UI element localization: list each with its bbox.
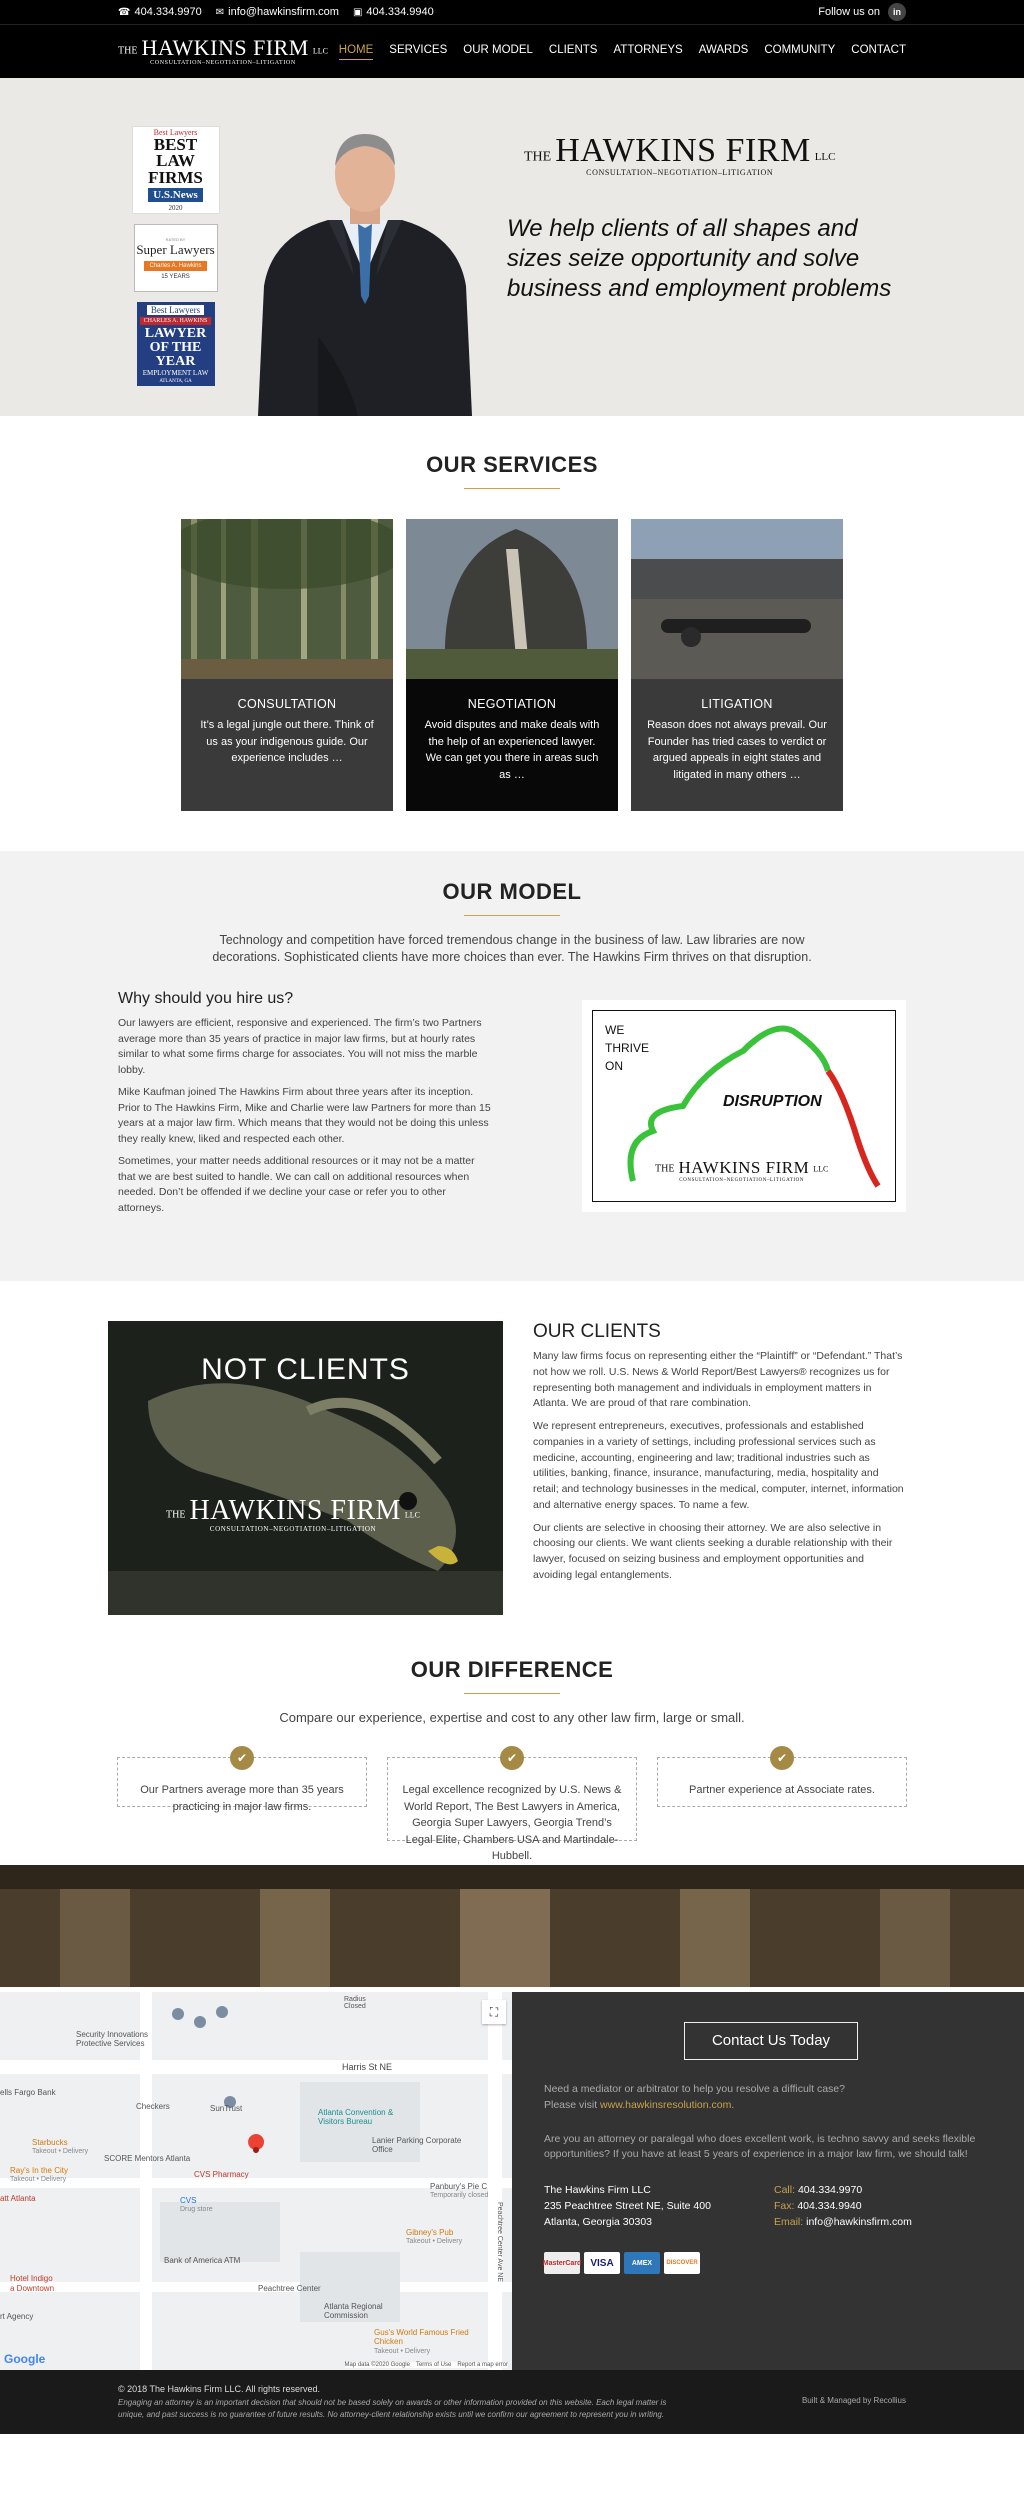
difference-box: ✔ Legal excellence recognized by U.S. News & World Report, The Best Lawyers in America, Georgia Super Lawyers, Georgia Trend’s Legal Elite, Chambers USA and Martindale-Hubbell.	[387, 1757, 637, 1841]
check-icon: ✔	[770, 1746, 794, 1770]
clients-title: OUR CLIENTS	[533, 1321, 661, 1342]
attorney-portrait	[258, 116, 472, 416]
nav-attorneys[interactable]: ATTORNEYS	[613, 43, 683, 56]
linkedin-icon[interactable]: in	[888, 3, 906, 21]
nav-community[interactable]: COMMUNITY	[764, 43, 836, 56]
why-paragraph: Our lawyers are efficient, responsive and experienced. The firm’s two Partners average more than 35 years of practice in major law firms, but at hourly rates similar to what some firms charge for associates. You will not miss the marble lobby.	[118, 1016, 482, 1076]
top-contact-info	[118, 6, 434, 18]
nav-services[interactable]: SERVICES	[389, 43, 448, 56]
disruption-word: DISRUPTION	[723, 1092, 822, 1110]
top-email[interactable]: ✉ info@hawkinsfirm.com	[215, 6, 339, 18]
nav-our-model[interactable]: OUR MODEL	[463, 43, 533, 56]
bamboo-forest-image	[181, 519, 393, 679]
clients-section	[0, 1281, 1024, 1633]
difference-boxes	[0, 1751, 1024, 1862]
clients-text: OUR CLIENTS Many law firms focus on representing either the “Plaintiff” or “Defendant.” That’s not how we roll. U.S. News & World Report/Best Lawyers® recognizes us for representing both management and individuals in employment matters in Atlanta. We are proud of that rare combination. We represent entrepreneurs, executives, professionals and established companies in a variety of settings, including professional services such as medicine, accounting, engineering and law; traditional industries such as utilities, banking, finance, insurance, manufacturing, media, hospitality and retail; and technology businesses in the medical, computer, internet, information and alternative energy spaces. To name a few. Our clients are selective in choosing their attorney. We are also selective in choosing our clients. We want clients seeking a durable relationship with their lawyer, focused on seizing business and employment opportunities and avoiding legal entanglements.	[533, 1321, 904, 1581]
why-hire-us	[118, 990, 492, 1223]
best-law-firms-badge: Best Lawyers BEST LAW FIRMS U.S.News 2020	[132, 126, 220, 214]
disruption-graphic: WE THRIVE ON DISRUPTION THE HAWKINS FIRM LLC CONSULTATION–NEGOTIATION–LITIGATION	[582, 1000, 906, 1212]
service-card-consultation[interactable]: CONSULTATION It’s a legal jungle out there. Think of us as your indigenous guide. Our experience includes …	[181, 519, 393, 811]
difference-title: OUR DIFFERENCE	[0, 1657, 1024, 1694]
mastercard-icon: MasterCard	[544, 2252, 580, 2274]
fullscreen-icon[interactable]: ⛶	[482, 2000, 506, 2024]
service-cards	[0, 519, 1024, 811]
model-title: OUR MODEL	[0, 879, 1024, 916]
top-bar	[0, 0, 1024, 24]
amex-icon: AMEX	[624, 2252, 660, 2274]
iguana-image: NOT CLIENTS THE HAWKINS FIRM LLC CONSULTATION–NEGOTIATION–LITIGATION	[108, 1321, 503, 1615]
difference-lead: Compare our experience, expertise and cost to any other law firm, large or small.	[279, 1710, 745, 1725]
phone-icon: ☎	[118, 6, 131, 18]
google-logo: Google	[4, 2352, 46, 2366]
nav-awards[interactable]: AWARDS	[698, 43, 749, 56]
disclaimer-text: Engaging an attorney is an important decision that should not be based solely on awards or other information provided on this website. Each legal matter is unique, and past success is no guarantee of future results. No attorney-client relationship exists until we confirm our agreement to represent you in writing.	[118, 2398, 667, 2419]
main-nav	[0, 24, 1024, 78]
difference-box: ✔ Partner experience at Associate rates.	[657, 1757, 907, 1807]
contact-us-button[interactable]: Contact Us Today	[684, 2022, 858, 2060]
copyright-footer	[0, 2370, 1024, 2434]
google-map[interactable]: ⛶ Security Innovations Protective Services Harris St NE ells Fargo Bank Checkers SunTrust Atlanta Convention & Visitors Bureau Lanier Parking Corporate Office Starbucks Takeout • Delivery SCORE Mentors Atlanta Ray's In the City Takeout • Delivery CVS Pharmacy CVS Drug store att Atlanta Panbury's Pie C Temporarily closed Peachtree Center Ave NE Gibney's Pub Takeout • Delivery Bank of America ATM Hotel Indigo a Downtown Peachtree Center Atlanta Regional Commission rt Agency Gus's World Famous Fried Chicken Takeout • Delivery Radius Closed Google Map data ©2020 Google Terms of Use Report a map error	[0, 1992, 512, 2370]
site-logo[interactable]: THE HAWKINS FIRM LLC CONSULTATION–NEGOTIATION–LITIGATION	[118, 35, 328, 66]
service-card-litigation[interactable]: LITIGATION Reason does not always prevail. Our Founder has tried cases to verdict or argued appeals in eight states and litigated in many others …	[631, 519, 843, 811]
contact-info: Contact Us Today Need a mediator or arbitrator to help you resolve a difficult case? Please visit www.hawkinsresolution.com. Are you an attorney or paralegal who does excellent work, is techno savvy and seeks flexible opportunities? If you have at least 5 years of experience in a major law firm, we should talk! The Hawkins Firm LLC 235 Peachtree Street NE, Suite 400 Atlanta, Georgia 30303 Call: 404.334.9970 Fax: 404.334.9940 Email: info@hawkinsfirm.com MasterCard VISA AMEX DISCOVER	[512, 1992, 1024, 2370]
resolution-link[interactable]: www.hawkinsresolution.com	[600, 2098, 732, 2111]
top-fax: ▣ 404.334.9940	[352, 6, 434, 18]
social-links	[818, 3, 906, 21]
top-phone[interactable]: ☎ 404.334.9970	[118, 6, 202, 18]
model-lead: Technology and competition have forced tremendous change in the business of law. Law libraries are now decorations. Sophisticated clients have more choices than ever. The Hawkins Firm thrives on that disruption.	[212, 933, 812, 964]
services-title: OUR SERVICES	[0, 452, 1024, 489]
nav-contact[interactable]: CONTACT	[851, 43, 906, 56]
hero-section	[0, 78, 1024, 416]
follow-label: Follow us on	[818, 6, 880, 18]
copyright-text: © 2018 The Hawkins Firm LLC. All rights reserved.	[118, 2384, 321, 2394]
rock-stairs-image	[406, 519, 618, 679]
super-lawyers-badge: RATED BY Super Lawyers Charles A. Hawkins 15 YEARS	[134, 224, 218, 292]
nav-home[interactable]: HOME	[339, 44, 374, 60]
hero-logo: THE HAWKINS FIRM LLC CONSULTATION–NEGOTIATION–LITIGATION	[524, 132, 836, 177]
hero-tagline: We help clients of all shapes and sizes seize opportunity and solve business and employment problems	[507, 215, 892, 302]
difference-section	[0, 1633, 1024, 1865]
why-paragraph: Mike Kaufman joined The Hawkins Firm about three years after its inception. Prior to The Hawkins Firm, Mike and Charlie were law Partners for more than 15 years at a major law firm. Which means that they would not be doing this unless they really knew, liked and respected each other.	[118, 1085, 491, 1145]
why-title: Why should you hire us?	[118, 989, 294, 1007]
model-body	[0, 990, 1024, 1223]
not-clients-title: NOT CLIENTS	[201, 1353, 410, 1386]
visa-icon: VISA	[584, 2252, 620, 2274]
built-by-link[interactable]: Built & Managed by Recollius	[801, 2396, 906, 2405]
email-icon: ✉	[215, 6, 225, 18]
fax-icon: ▣	[352, 6, 363, 18]
payment-cards	[544, 2252, 1024, 2274]
difference-box: ✔ Our Partners average more than 35 years practicing in major law firms.	[117, 1757, 367, 1807]
address-block: The Hawkins Firm LLC 235 Peachtree Street NE, Suite 400 Atlanta, Georgia 30303 Call: 404.334.9970 Fax: 404.334.9940 Email: info@hawkinsfirm.com	[544, 2184, 912, 2228]
contact-section	[0, 1992, 1024, 2370]
services-section	[0, 416, 1024, 851]
discover-icon: DISCOVER	[664, 2252, 700, 2274]
cannon-fort-image	[631, 519, 843, 679]
lawyer-of-year-badge: Best Lawyers CHARLES A. HAWKINS LAWYER OF THE YEAR EMPLOYMENT LAW ATLANTA, GA	[137, 302, 215, 386]
service-card-negotiation[interactable]: NEGOTIATION Avoid disputes and make deals with the help of an experienced lawyer. We can get you there in areas such as …	[406, 519, 618, 811]
check-icon: ✔	[230, 1746, 254, 1770]
columns-banner-image	[0, 1865, 1024, 1987]
check-icon: ✔	[500, 1746, 524, 1770]
nav-clients[interactable]: CLIENTS	[548, 43, 598, 56]
nav-menu	[339, 44, 906, 60]
model-section	[0, 851, 1024, 1281]
why-paragraph: Sometimes, your matter needs additional resources or it may not be a matter that we are best suited to handle. We can call on additional resources when needed. Don’t be offended if we decline your case or refer you to other attorneys.	[118, 1154, 475, 1214]
award-badges	[128, 126, 223, 386]
